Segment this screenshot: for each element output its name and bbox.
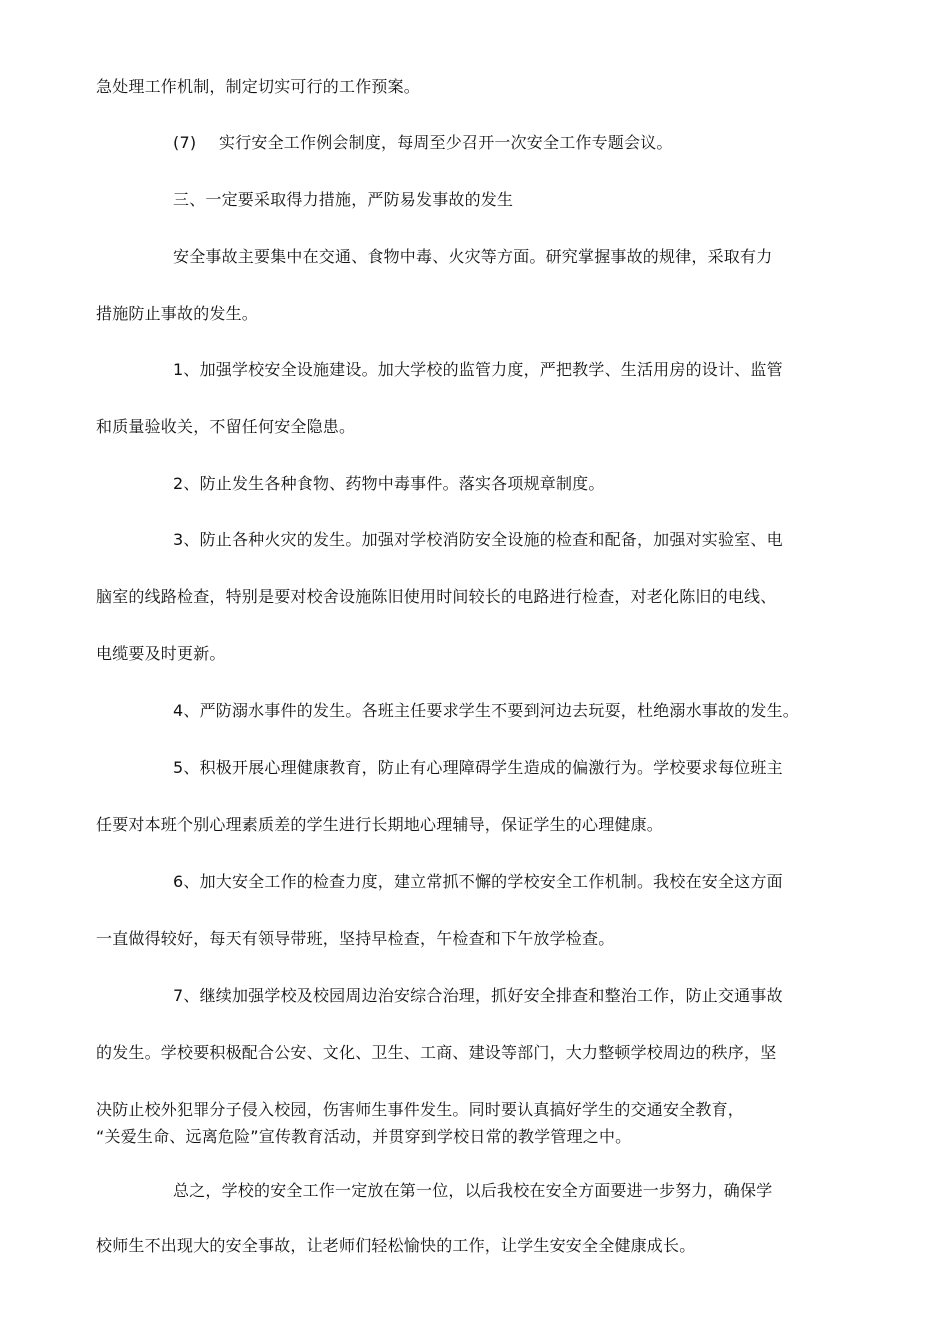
paragraph-line: 4、严防溺水事件的发生。各班主任要求学生不要到河边去玩耍，杜绝溺水事故的发生。 (173, 701, 799, 720)
paragraph-line: 一直做得较好，每天有领导带班，坚持早检查，午检查和下午放学检查。 (96, 929, 615, 948)
paragraph-line: 2、防止发生各种食物、药物中毒事件。落实各项规章制度。 (173, 474, 605, 493)
paragraph-line: 7、继续加强学校及校园周边治安综合治理，抓好安全排查和整治工作，防止交通事故 (173, 986, 783, 1005)
paragraph-line: 任要对本班个别心理素质差的学生进行长期地心理辅导，保证学生的心理健康。 (96, 815, 664, 834)
paragraph-line: 3、防止各种火灾的发生。加强对学校消防安全设施的检查和配备，加强对实验室、电 (173, 530, 783, 549)
paragraph-line: 脑室的线路检查，特别是要对校舍设施陈旧使用时间较长的电路进行检查，对老化陈旧的电线、 (96, 587, 777, 606)
paragraph-line: 措施防止事故的发生。 (96, 304, 259, 323)
paragraph-line: 1、加强学校安全设施建设。加大学校的监管力度，严把教学、生活用房的设计、监管 (173, 360, 783, 379)
paragraph-line: 和质量验收关，不留任何安全隐患。 (96, 417, 356, 436)
paragraph-line: 总之，学校的安全工作一定放在第一位，以后我校在安全方面要进一步努力，确保学 (173, 1181, 773, 1200)
section-heading: 三、一定要采取得力措施，严防易发事故的发生 (173, 190, 514, 209)
list-item-7 (173, 132, 673, 154)
paragraph-line: 5、积极开展心理健康教育，防止有心理障碍学生造成的偏激行为。学校要求每位班主 (173, 758, 783, 777)
list-item-number: (7) (173, 133, 197, 152)
paragraph-line: 急处理工作机制，制定切实可行的工作预案。 (96, 77, 421, 96)
paragraph-line: “关爱生命、远离危险”宣传教育活动，并贯穿到学校日常的教学管理之中。 (96, 1127, 632, 1146)
paragraph-line: 决防止校外犯罪分子侵入校园，伤害师生事件发生。同时要认真搞好学生的交通安全教育， (96, 1100, 745, 1119)
paragraph-line: 安全事故主要集中在交通、食物中毒、火灾等方面。研究掌握事故的规律，采取有力 (173, 247, 773, 266)
paragraph-line: 电缆要及时更新。 (96, 644, 226, 663)
paragraph-line: 校师生不出现大的安全事故，让老师们轻松愉快的工作，让学生安安全全健康成长。 (96, 1236, 696, 1255)
paragraph-line: 6、加大安全工作的检查力度，建立常抓不懈的学校安全工作机制。我校在安全这方面 (173, 872, 783, 891)
list-item-text: 实行安全工作例会制度，每周至少召开一次安全工作专题会议。 (219, 133, 673, 152)
paragraph-line: 的发生。学校要积极配合公安、文化、卫生、工商、建设等部门，大力整顿学校周边的秩序，坚 (96, 1043, 777, 1062)
